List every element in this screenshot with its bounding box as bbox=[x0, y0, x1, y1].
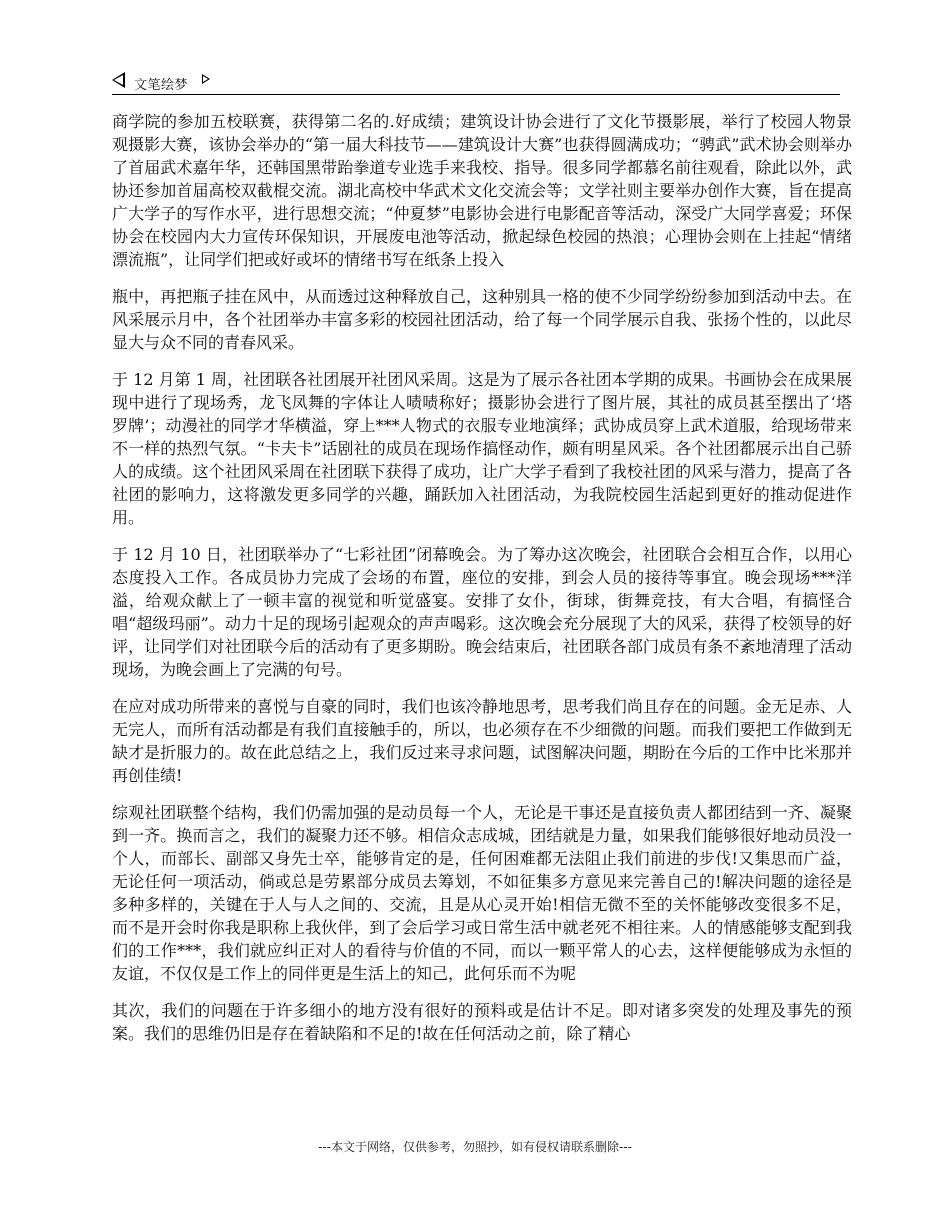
page-footer: ---本文于网络，仅供参考，勿照抄，如有侵权请联系删除--- bbox=[318, 1140, 632, 1154]
triangle-right-icon bbox=[202, 74, 210, 84]
document-body bbox=[112, 110, 852, 1059]
paragraph: 于 12 月第 1 周，社团联各社团展开社团风采周。这是为了展示各社团本学期的成果。书画协会在成果展现中进行了现场秀，龙飞凤舞的字体让人啧啧称好；摄影协会进行了图片展，其社的成员甚至摆出了‘塔罗牌’；动漫社的同学才华横溢，穿上***人物式的衣服专业地演绎；武协成员穿上武术道服，给现场带来不一样的热烈气氛。“卡夫卡”话剧社的成员在现场作搞怪动作，颇有明星风采。各个社团都展示出自己骄人的成绩。这个社团风采周在社团联下获得了成功，让广大学子看到了我校社团的风采与潜力，提高了各社团的影响力，这将激发更多同学的兴趣，踊跃加入社团活动，为我院校园生活起到更好的推动促进作用。 bbox=[112, 370, 852, 527]
triangle-left-icon bbox=[112, 72, 125, 88]
paragraph: 在应对成功所带来的喜悦与自豪的同时，我们也该冷静地思考，思考我们尚且存在的问题。金无足赤、人无完人，而所有活动都是有我们直接触手的，所以，也必须存在不少细微的问题。而我们要把工作做到无缺才是折服力的。故在此总结之上，我们反过来寻求问题，试图解决问题，期盼在今后的工作中比米那并再创佳绩! bbox=[112, 697, 852, 785]
header-title: 文笔绘梦 bbox=[134, 78, 189, 93]
paragraph: 商学院的参加五校联赛，获得第二名的.好成绩；建筑设计协会进行了文化节摄影展，举行了校园人物景观摄影大赛，该协会举办的“第一届大科技节——建筑设计大赛”也获得圆满成功；“骋武”武术协会则举办了首届武术嘉年华，还韩国黑带跆拳道专业选手来我校、指导。很多同学都慕名前往观看，除此以外，武协还参加首届高校双截棍交流。湖北高校中华武术文化交流会等；文学社则主要举办创作大赛，旨在提高广大学子的写作水平，进行思想交流；“仲夏梦”电影协会进行电影配音等活动，深受广大同学喜爱；环保协会在校园内大力宣传环保知识，开展废电池等活动，掀起绿色校园的热浪；心理协会则在上挂起“情绪漂流瓶”，让同学们把或好或坏的情绪书写在纸条上投入 bbox=[112, 112, 852, 269]
paragraph: 其次，我们的问题在于许多细小的地方没有很好的预料或是估计不足。即对诸多突发的处理及事先的预案。我们的思维仍旧是存在着缺陷和不足的!故在任何活动之前，除了精心 bbox=[112, 1001, 852, 1043]
page-header bbox=[112, 72, 840, 95]
paragraph: 于 12 月 10 日，社团联举办了“七彩社团”闭幕晚会。为了筹办这次晚会，社团联合会相互合作，以用心态度投入工作。各成员协力完成了会场的布置，座位的安排，到会人员的接待等事宜。晚会现场***洋溢，给观众献上了一顿丰富的视觉和听觉盛宴。安排了女仆，街球，街舞竞技，有大合唱，有搞怪合唱“超级玛丽”。动力十足的现场引起观众的声声喝彩。这次晚会充分展现了大的风采，获得了校领导的好评，让同学们对社团联今后的活动有了更多期盼。晚会结束后，社团联各部门成员有条不紊地清理了活动现场，为晚会画上了完满的句号。 bbox=[112, 545, 852, 679]
paragraph: 综观社团联整个结构，我们仍需加强的是动员每一个人，无论是干事还是直接负责人都团结到一齐、凝聚到一齐。换而言之，我们的凝聚力还不够。相信众志成城，团结就是力量，如果我们能够很好地动员没一个人，而部长、副部又身先士卒，能够肯定的是，任何困难都无法阻止我们前进的步伐!又集思而广益，无论任何一项活动，倘或总是劳累部分成员去筹划，不如征集多方意见来完善自己的!解决问题的途径是多种多样的，关键在于人与人之间的、交流，且是从心灵开始!相信无微不至的关怀能够改变很多不足，而不是开会时你我是职称上我伙伴，到了会后学习或日常生活中就老死不相往来。人的情感能够支配到我们的工作***，我们就应纠正对人的看待与价值的不同，而以一颗平常人的心去，这样便能够成为永恒的友谊，不仅仅是工作上的同伴更是生活上的知己，此何乐而不为呢 bbox=[112, 803, 852, 983]
paragraph: 瓶中，再把瓶子挂在风中，从而透过这种释放自己，这种别具一格的使不少同学纷纷参加到活动中去。在风采展示月中，各个社团举办丰富多彩的校园社团活动，给了每一个同学展示自我、张扬个性的，以此尽显大与众不同的青春风采。 bbox=[112, 287, 852, 352]
